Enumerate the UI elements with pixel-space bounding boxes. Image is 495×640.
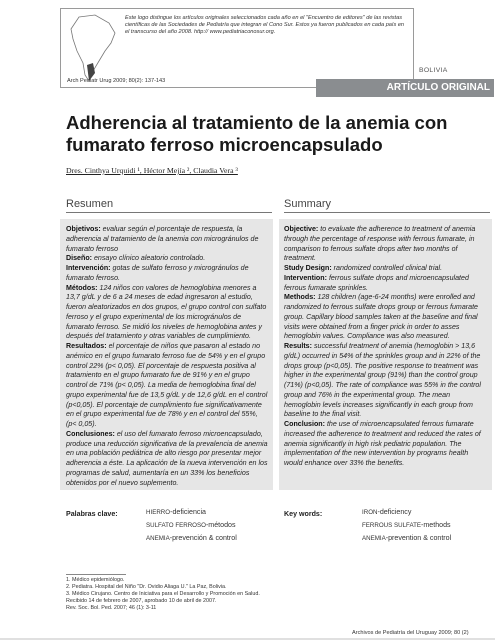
footnote: 2. Pediatra. Hospital del Niño "Dr. Ovidio Aliaga U." La Paz, Bolivia.: [66, 584, 227, 590]
conosur-note: Este logo distingue los artículos originales seleccionados cada año en el "Encuentro de editores" de las revistas científicas de las Sociedades de Pediatría que integran el Cono Sur. Estos ya fueron publicados en cada país en el transcurso del año 2008. http:// www.pediatriaconosur.org.: [125, 15, 405, 36]
article-type-badge: ARTÍCULO ORIGINAL: [316, 79, 494, 97]
footnote: 1. Médico epidemiólogo.: [66, 577, 125, 583]
footnote-rule: [66, 574, 126, 575]
summary-paragraph: Methods: 128 children (age-6-24 months) were enrolled and randomized to ferrous sulfate drops group or ferrous fumarate group. Capillary blood samples taken at the baseline and final visits were obtained from a finger prick in order to asses hemoglobin values. Compliance was also measured.: [284, 293, 478, 341]
keywords-es-label: Palabras clave:: [66, 510, 118, 518]
journal-reference: Arch Pediatr Urug 2009; 80(2): 137-143: [67, 78, 166, 84]
resumen-heading: Resumen: [66, 198, 114, 210]
resumen-text: [66, 225, 268, 488]
conosur-info-box: [60, 8, 414, 88]
keywords-en-list: [362, 506, 451, 545]
resumen-paragraph: Métodos: 124 niños con valores de hemoglobina menores a 13,7 g/dL y de 6 a 24 meses de edad ingresaron al estudio, fueron aleatorizados en dos grupos, el grupo control con sulfato ferroso y el grupo experimental de los microgránulos de fumarato ferroso. Se midió los niveles de hemoglobina antes y después del tratamiento y otras variables de cumplimiento.: [66, 283, 267, 341]
keyword-item: ANEMIA-prevention & control: [362, 534, 452, 542]
footnote: Rev. Soc. Bol. Ped. 2007; 46 (1): 3-11: [66, 605, 157, 611]
keyword-item: FERROUS SULFATE-methods: [362, 521, 451, 529]
summary-paragraph: Conclusion: the use of microencapsulated ferrous fumarate increased the adherence to treatment and reduced the rates of anemia significantly in high risk pediatric population. The implementation of the new intervention by programs health would enhance over 33% the benefits.: [284, 420, 481, 467]
resumen-paragraph: Diseño: ensayo clínico aleatorio controlado.: [66, 254, 206, 263]
summary-paragraph: Intervention: ferrous sulfate drops and microencapsulated ferrous fumarate sprinkles.: [284, 273, 469, 292]
keyword-item: HIERRO-deficiencia: [146, 508, 206, 516]
footnote: Recibido 14 de febrero de 2007, aprobado 10 de abril de 2007.: [66, 598, 217, 604]
country-label: BOLIVIA: [419, 67, 448, 74]
page-footer: Archivos de Pediatría del Uruguay 2009; 80 (2): [352, 630, 469, 636]
authors: Dres. Cinthya Urquidi ¹, Héctor Mejía ², Claudia Vera ³: [66, 166, 238, 175]
summary-paragraph: Study Design: randomized controlled clinical trial.: [284, 264, 443, 272]
keyword-item: ANEMIA-prevención & control: [146, 534, 237, 542]
article-title: Adherencia al tratamiento de la anemia con fumarato ferroso microencapsulado: [66, 112, 448, 155]
footnote: 3. Médico Cirujano. Centro de Iniciativa para el Desarrollo y Promoción en Salud.: [66, 591, 260, 597]
resumen-paragraph: Objetivos: evaluar según el porcentaje de respuesta, la adherencia al tratamiento de la anemia con microgránulos de fumarato ferroso: [66, 225, 259, 253]
summary-rule: [284, 212, 490, 213]
footnotes: [66, 577, 260, 612]
resumen-paragraph: Intervención: gotas de sulfato ferroso y microgránulos de fumarato ferroso.: [66, 264, 249, 282]
resumen-paragraph: Conclusiones: el uso del fumarato ferroso microencapsulado, produce una reducción significativa de la prevalencia de anemia en una población pediátrica de alto riesgo por presentar mejor adherencia a éste. La aplicación de la nueva intervención en los programas de salud, aumentaría en un 33% los beneficios obtenidos por el nuevo suplemento.: [66, 429, 268, 487]
keywords-en-label: Key words:: [284, 510, 323, 518]
summary-text: [284, 225, 486, 469]
summary-paragraph: Objective: to evaluate the adherence to treatment of anemia through the percentage of response with ferrous fumarate, in comparison to ferrous sulfate drops after two months of treatment.: [284, 225, 476, 263]
keywords-es-list: [146, 506, 237, 545]
keyword-item: SULFATO FERROSO-métodos: [146, 521, 236, 529]
summary-paragraph: Results: successful treatment of anemia (hemoglobin > 13,6 g/dL) occurred in 54% of the sprinkles group and in 22% of the drops group (p<0,05). The positive response to treatment was higher in the experimental group (91%) than the control group (71%) (p<0,05). The rate of compliance was 55% in the control group and 76% in the experimental group. The mean hemoglobin levels increases significantly in each group from baseline to the final visit.: [284, 342, 481, 419]
resumen-rule: [66, 212, 272, 213]
summary-heading: Summary: [284, 198, 332, 210]
resumen-paragraph: Resultados: el porcentaje de niños que pasaron al estado no anémico en el grupo fumarato ferroso fue de 54% y en el grupo control 22% (p< 0,05). El porcentaje de respuesta positiva al tratamiento en el grupo fumarato fue de 91% y en el grupo control de 71% (p< 0,05). La media de hemoglobina final del grupo experimental fue de 13,5 g/dL y de 12,6 g/dL en el control (p<0,05). El porcentaje de cumplimiento fue significativamente en el grupo experimental fue de 78% y en el control del 55%, (p< 0,05).: [66, 342, 268, 428]
keyword-item: IRON-deficiency: [362, 508, 412, 516]
south-america-map-icon: [65, 13, 119, 83]
